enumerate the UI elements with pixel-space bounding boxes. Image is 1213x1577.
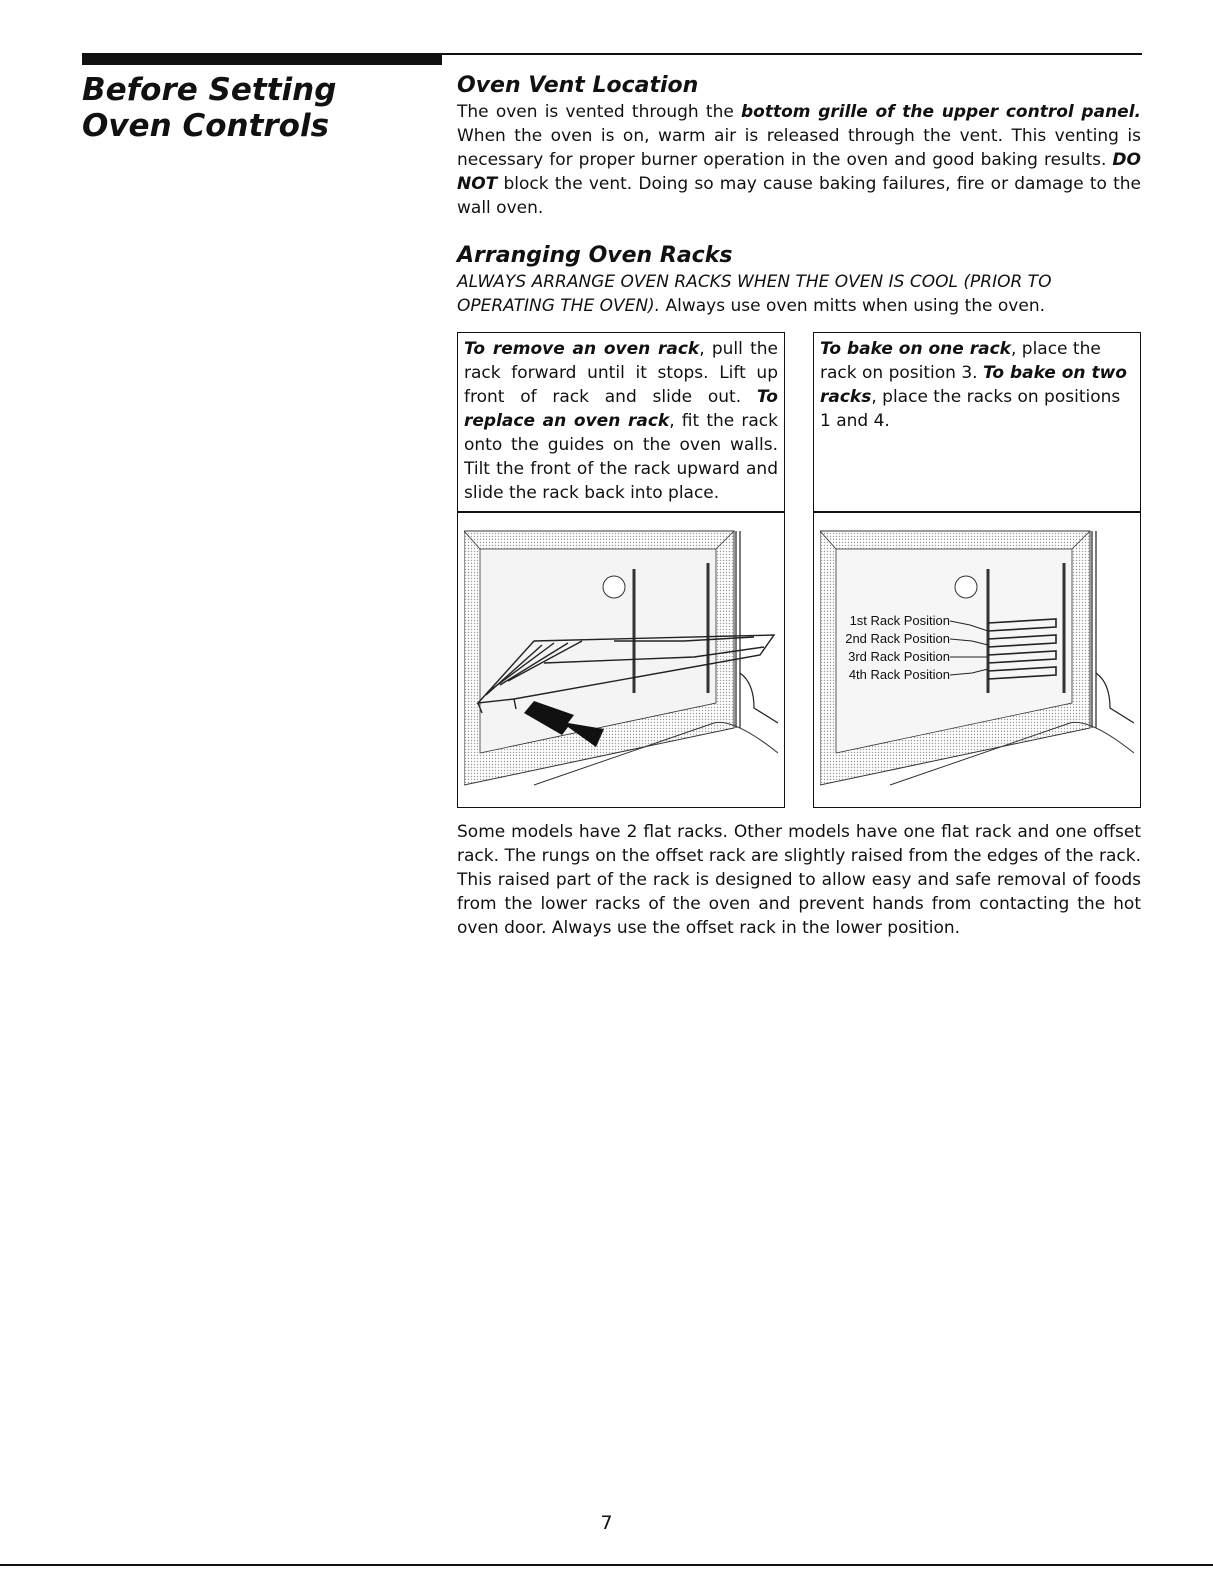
- box-divider: [458, 511, 784, 513]
- bake-two-racks-emphasis: To bake on two racks: [820, 363, 1127, 407]
- rack-position-label-4: 4th Rack Position: [848, 667, 950, 682]
- oven-rack-removal-illustration: [464, 523, 778, 799]
- racks-after-text: Always use oven mitts when using the oven.: [660, 296, 1046, 316]
- main-column: [457, 72, 1141, 940]
- racks-intro: [457, 270, 1141, 318]
- remove-rack-box: [457, 332, 785, 808]
- offset-rack-paragraph: Some models have 2 flat racks. Other models have one flat rack and one offset rack. The rungs on the offset rack are slightly raised from the edges of the rack. This raised part of the rack is designed to allow easy and safe removal of foods from the lower racks of the oven and prevent hands from contacting the hot oven door. Always use the offset rack in the lower position.: [457, 822, 1141, 938]
- oven-cavity-left: [464, 531, 778, 785]
- rack-position-label-3: 3rd Rack Position: [848, 649, 950, 664]
- vent-emphasis-1: bottom grille of the upper control panel.: [741, 102, 1141, 122]
- page-number: 7: [600, 1512, 613, 1534]
- rack-position-label-2: 2nd Rack Position: [845, 631, 950, 646]
- bake-rack-text-1: , place the rack on position 3.: [820, 339, 1101, 383]
- vent-text-3: block the vent. Doing so may cause baking failures, fire or damage to the wall oven.: [457, 174, 1141, 218]
- header-rule-thick: [82, 53, 442, 65]
- footer-rule: [0, 1564, 1213, 1566]
- section-title: Before Setting Oven Controls: [82, 72, 337, 144]
- vent-text-2: When the oven is on, warm air is released through the vent. This venting is necessary for proper burner operation in the oven and good baking results.: [457, 126, 1141, 170]
- remove-rack-text-2: , fit the rack onto the guides on the oven walls. Tilt the front of the rack upward and slide the rack back into place.: [464, 411, 778, 503]
- box-divider: [814, 511, 1140, 513]
- vent-text-1: The oven is vented through the: [457, 102, 742, 122]
- vent-emphasis-2: DO NOT: [457, 150, 1141, 194]
- remove-rack-emphasis: To remove an oven rack: [464, 339, 700, 359]
- racks-caps-text: ALWAYS ARRANGE OVEN RACKS WHEN THE OVEN IS COOL (PRIOR TO OPERATING THE OVEN).: [457, 272, 1052, 316]
- vent-heading: Oven Vent Location: [457, 73, 699, 98]
- vent-paragraph: [457, 100, 1141, 220]
- remove-rack-text: [458, 333, 784, 505]
- header-rule-thin: [442, 53, 1142, 55]
- remove-rack-text-1: , pull the rack forward until it stops. Lift up front of rack and slide out.: [464, 339, 779, 407]
- bake-rack-box: [813, 332, 1141, 808]
- bake-one-rack-emphasis: To bake on one rack: [820, 339, 1011, 359]
- bake-rack-text-2: , place the racks on positions 1 and 4.: [820, 387, 1121, 431]
- replace-rack-emphasis: To replace an oven rack: [464, 387, 778, 431]
- racks-heading: Arranging Oven Racks: [457, 243, 733, 268]
- rack-position-label-1: 1st Rack Position: [849, 613, 950, 628]
- rack-positions-illustration: [820, 523, 1134, 799]
- rack-instruction-boxes: [457, 332, 1141, 808]
- bake-rack-text: [814, 333, 1140, 433]
